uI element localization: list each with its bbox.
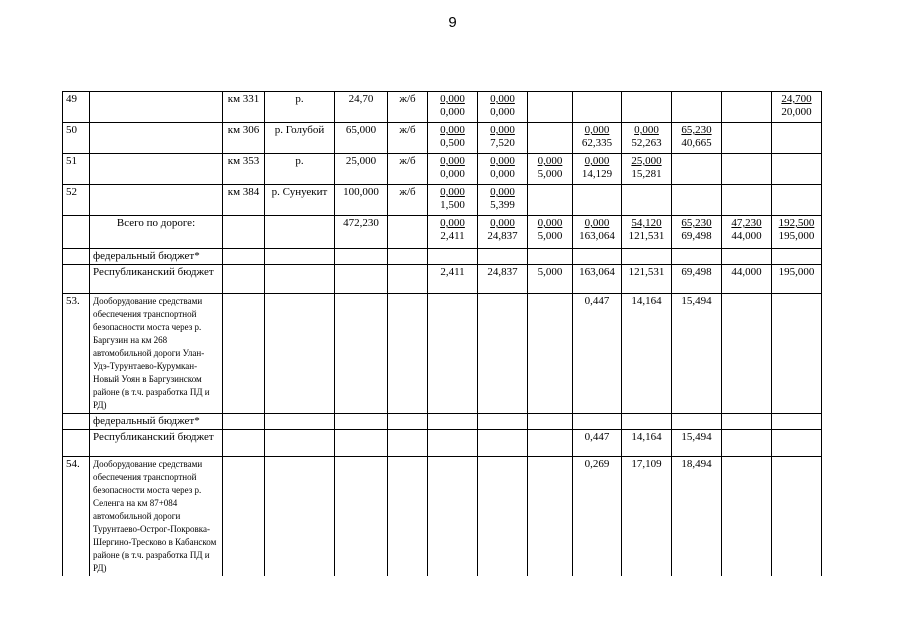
value-cell (428, 249, 478, 265)
blank-cell (335, 430, 388, 457)
blank-cell (223, 430, 265, 457)
value-cell: 163,064 (573, 265, 622, 294)
blank-cell (63, 265, 90, 294)
item-description: Дооборудование средствами обеспечения транспортной безопасности моста через р. Баргузин на км 268 автомобильной дороги Улан-Удэ-Турунтаево-Курумкан-Новый Уоян в Баргузинском районе (в т.ч. разработка ПД и РД) (90, 294, 223, 414)
length-cell: 25,000 (335, 154, 388, 185)
table-row (63, 154, 822, 185)
value-cell (528, 249, 573, 265)
length-cell: 100,000 (335, 185, 388, 216)
blank-cell (388, 430, 428, 457)
row-number: 51 (63, 154, 90, 185)
river-cell: р. Сунуекит (265, 185, 335, 216)
blank-cell (388, 414, 428, 430)
row-number: 52 (63, 185, 90, 216)
value-cell: 195,000 (772, 265, 822, 294)
value-cell: 0,000 5,399 (478, 185, 528, 216)
value-cell (528, 123, 573, 154)
value-cell (772, 249, 822, 265)
table-row (63, 92, 822, 123)
total-value: 0,000 5,000 (528, 216, 573, 249)
blank-cell (90, 123, 223, 154)
value-cell (772, 457, 822, 577)
blank-cell (388, 265, 428, 294)
value-cell: 0,000 0,500 (428, 123, 478, 154)
total-value: 0,000 24,837 (478, 216, 528, 249)
value-cell (622, 185, 672, 216)
republic-budget-row (63, 430, 822, 457)
blank-cell (265, 265, 335, 294)
value-cell (722, 185, 772, 216)
value-cell: 0,000 0,000 (428, 92, 478, 123)
blank-cell (90, 154, 223, 185)
value-cell (428, 414, 478, 430)
total-value: 54,120 121,531 (622, 216, 672, 249)
value-cell (528, 414, 573, 430)
value-cell: 5,000 (528, 265, 573, 294)
blank-cell (388, 294, 428, 414)
total-value: 47,230 44,000 (722, 216, 772, 249)
value-cell (573, 185, 622, 216)
value-cell (528, 185, 573, 216)
value-cell: 0,000 52,263 (622, 123, 672, 154)
value-cell (722, 414, 772, 430)
blank-cell (265, 294, 335, 414)
value-cell: 0,269 (573, 457, 622, 577)
value-cell (772, 294, 822, 414)
item-description: Дооборудование средствами обеспечения транспортной безопасности моста через р. Селенга на км 87+084 автомобильной дороги Турунтаево-Острог-Покровка-Шергино-Тресково в Кабанском районе (в т.ч. разработка ПД и РД) (90, 457, 223, 577)
value-cell: 44,000 (722, 265, 772, 294)
value-cell: 17,109 (622, 457, 672, 577)
value-cell (772, 154, 822, 185)
length-cell: 65,000 (335, 123, 388, 154)
value-cell: 25,000 15,281 (622, 154, 672, 185)
value-cell: 2,411 (428, 265, 478, 294)
total-length: 472,230 (335, 216, 388, 249)
budget-label: Республиканский бюджет (90, 430, 223, 457)
page-number: 9 (448, 14, 457, 31)
blank-cell (63, 414, 90, 430)
km-cell: км 384 (223, 185, 265, 216)
value-cell (528, 294, 573, 414)
value-cell (622, 249, 672, 265)
length-cell: 24,70 (335, 92, 388, 123)
value-cell (722, 154, 772, 185)
blank-cell (223, 265, 265, 294)
blank-cell (90, 92, 223, 123)
km-cell: км 306 (223, 123, 265, 154)
row-number: 50 (63, 123, 90, 154)
km-cell: км 353 (223, 154, 265, 185)
blank-cell (265, 430, 335, 457)
blank-cell (388, 249, 428, 265)
value-cell (672, 92, 722, 123)
blank-cell (265, 414, 335, 430)
river-cell: р. (265, 92, 335, 123)
value-cell (573, 414, 622, 430)
row-number: 54. (63, 457, 90, 577)
total-value: 0,000 2,411 (428, 216, 478, 249)
value-cell: 0,000 14,129 (573, 154, 622, 185)
value-cell: 0,000 0,000 (428, 154, 478, 185)
row-number: 53. (63, 294, 90, 414)
total-value: 65,230 69,498 (672, 216, 722, 249)
value-cell (772, 123, 822, 154)
value-cell: 14,164 (622, 430, 672, 457)
value-cell (528, 430, 573, 457)
value-cell: 0,000 5,000 (528, 154, 573, 185)
value-cell (722, 123, 772, 154)
blank-cell (335, 294, 388, 414)
value-cell (722, 430, 772, 457)
total-value: 192,500 195,000 (772, 216, 822, 249)
value-cell: 65,230 40,665 (672, 123, 722, 154)
value-cell (722, 457, 772, 577)
blank-cell (388, 457, 428, 577)
budget-label: Республиканский бюджет (90, 265, 223, 294)
type-cell: ж/б (388, 154, 428, 185)
value-cell: 14,164 (622, 294, 672, 414)
value-cell: 15,494 (672, 294, 722, 414)
item-53-row (63, 294, 822, 414)
value-cell: 121,531 (622, 265, 672, 294)
type-cell: ж/б (388, 185, 428, 216)
type-cell: ж/б (388, 123, 428, 154)
blank-cell (335, 265, 388, 294)
blank-cell (223, 216, 265, 249)
table-row (63, 123, 822, 154)
blank-cell (90, 185, 223, 216)
value-cell: 0,000 0,000 (478, 92, 528, 123)
value-cell: 69,498 (672, 265, 722, 294)
blank-cell (223, 249, 265, 265)
value-cell (428, 294, 478, 414)
value-cell (528, 457, 573, 577)
value-cell: 24,837 (478, 265, 528, 294)
value-cell: 0,447 (573, 430, 622, 457)
value-cell (722, 294, 772, 414)
blank-cell (335, 249, 388, 265)
value-cell (672, 249, 722, 265)
budget-label: федеральный бюджет* (90, 249, 223, 265)
value-cell (428, 430, 478, 457)
blank-cell (265, 249, 335, 265)
value-cell (478, 414, 528, 430)
km-cell: км 331 (223, 92, 265, 123)
value-cell: 0,000 1,500 (428, 185, 478, 216)
total-label: Всего по дороге: (90, 216, 223, 249)
value-cell (428, 457, 478, 577)
republic-budget-row (63, 265, 822, 294)
value-cell (672, 185, 722, 216)
value-cell (478, 249, 528, 265)
river-cell: р. (265, 154, 335, 185)
value-cell: 15,494 (672, 430, 722, 457)
budget-table (62, 91, 822, 576)
value-cell (622, 414, 672, 430)
value-cell: 0,000 7,520 (478, 123, 528, 154)
blank-cell (63, 216, 90, 249)
value-cell (772, 430, 822, 457)
federal-budget-row (63, 249, 822, 265)
value-cell: 0,447 (573, 294, 622, 414)
value-cell (573, 92, 622, 123)
value-cell (672, 154, 722, 185)
value-cell (772, 185, 822, 216)
river-cell: р. Голубой (265, 123, 335, 154)
budget-label: федеральный бюджет* (90, 414, 223, 430)
total-row (63, 216, 822, 249)
value-cell: 24,700 20,000 (772, 92, 822, 123)
blank-cell (223, 294, 265, 414)
value-cell: 0,000 0,000 (478, 154, 528, 185)
value-cell (478, 457, 528, 577)
value-cell (772, 414, 822, 430)
blank-cell (223, 457, 265, 577)
value-cell (722, 249, 772, 265)
blank-cell (63, 430, 90, 457)
value-cell (722, 92, 772, 123)
blank-cell (265, 216, 335, 249)
row-number: 49 (63, 92, 90, 123)
value-cell (478, 430, 528, 457)
blank-cell (388, 216, 428, 249)
blank-cell (265, 457, 335, 577)
value-cell: 18,494 (672, 457, 722, 577)
type-cell: ж/б (388, 92, 428, 123)
blank-cell (223, 414, 265, 430)
value-cell (622, 92, 672, 123)
value-cell: 0,000 62,335 (573, 123, 622, 154)
blank-cell (335, 457, 388, 577)
item-54-row (63, 457, 822, 577)
total-value: 0,000 163,064 (573, 216, 622, 249)
blank-cell (335, 414, 388, 430)
federal-budget-row (63, 414, 822, 430)
blank-cell (63, 249, 90, 265)
table-row (63, 185, 822, 216)
value-cell (573, 249, 622, 265)
value-cell (672, 414, 722, 430)
value-cell (478, 294, 528, 414)
value-cell (528, 92, 573, 123)
